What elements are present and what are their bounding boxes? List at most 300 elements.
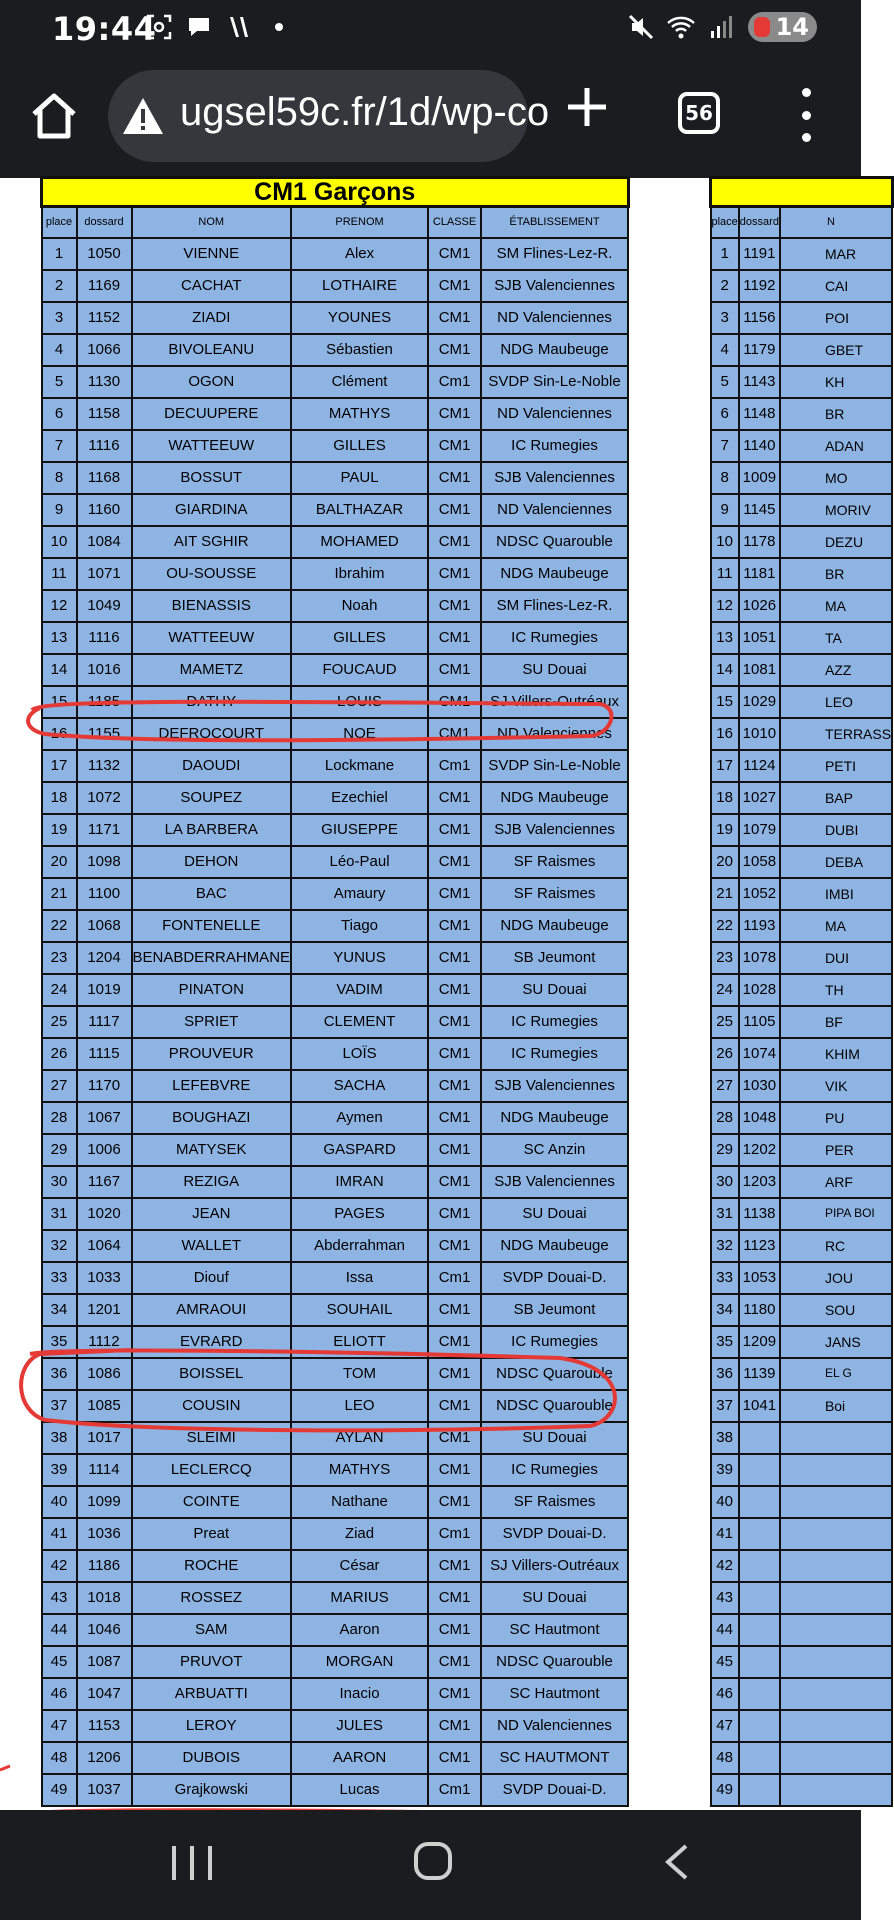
recent-apps-button[interactable]	[172, 1846, 212, 1880]
dossard-cell: 1156	[739, 302, 780, 334]
etablissement-cell: NDG Maubeuge	[481, 558, 628, 590]
nom-cell: DAOUDI	[132, 750, 292, 782]
prenom-cell: LOUIS	[291, 686, 428, 718]
place-cell: 26	[42, 1038, 77, 1070]
place-cell: 49	[42, 1774, 77, 1806]
dossard-cell	[739, 1774, 780, 1806]
dossard-cell: 1201	[77, 1294, 132, 1326]
etablissement-cell: NDSC Quarouble	[481, 1358, 628, 1390]
table-row	[711, 942, 893, 974]
table-row	[42, 1198, 629, 1230]
etablissement-cell: SC Hautmont	[481, 1678, 628, 1710]
dossard-cell: 1006	[77, 1134, 132, 1166]
dossard-cell	[739, 1678, 780, 1710]
nom-cell	[780, 1710, 892, 1742]
table-row	[711, 1422, 893, 1454]
prenom-cell: FOUCAUD	[291, 654, 428, 686]
prenom-cell: Sébastien	[291, 334, 428, 366]
dossard-cell: 1071	[77, 558, 132, 590]
classe-cell: CM1	[428, 1358, 481, 1390]
classe-cell: CM1	[428, 1294, 481, 1326]
system-navigation-bar	[0, 1810, 861, 1920]
etablissement-cell: SC HAUTMONT	[481, 1742, 628, 1774]
nom-cell: DEBA	[780, 846, 892, 878]
etablissement-cell: NDSC Quarouble	[481, 1646, 628, 1678]
results-table-second	[709, 176, 894, 1807]
nom-cell: CAI	[780, 270, 892, 302]
etablissement-cell: SVDP Sin-Le-Noble	[481, 750, 628, 782]
classe-cell: CM1	[428, 590, 481, 622]
nom-cell: GBET	[780, 334, 892, 366]
place-cell: 19	[42, 814, 77, 846]
classe-cell: CM1	[428, 1582, 481, 1614]
address-bar[interactable]	[108, 70, 550, 162]
nom-cell: REZIGA	[132, 1166, 292, 1198]
place-cell: 38	[711, 1422, 739, 1454]
table-row	[711, 1262, 893, 1294]
table-row	[42, 1678, 629, 1710]
etablissement-cell: ND Valenciennes	[481, 302, 628, 334]
prenom-cell: SOUHAIL	[291, 1294, 428, 1326]
nom-cell: EVRARD	[132, 1326, 292, 1358]
classe-cell: CM1	[428, 974, 481, 1006]
prenom-cell: Aaron	[291, 1614, 428, 1646]
table-row	[711, 1134, 893, 1166]
dossard-cell: 1052	[739, 878, 780, 910]
place-cell: 26	[711, 1038, 739, 1070]
nom-cell: GIARDINA	[132, 494, 292, 526]
menu-dot-icon	[802, 111, 811, 120]
classe-cell: CM1	[428, 1390, 481, 1422]
table-row	[711, 590, 893, 622]
place-cell: 7	[42, 430, 77, 462]
prenom-cell: JULES	[291, 1710, 428, 1742]
place-cell: 45	[711, 1646, 739, 1678]
dossard-cell: 1180	[739, 1294, 780, 1326]
place-cell: 3	[711, 302, 739, 334]
dossard-cell: 1019	[77, 974, 132, 1006]
place-cell: 4	[42, 334, 77, 366]
etablissement-cell: SJ Villers-Outréaux	[481, 1550, 628, 1582]
dossard-cell: 1160	[77, 494, 132, 526]
table-row	[42, 622, 629, 654]
place-cell: 21	[42, 878, 77, 910]
prenom-cell: PAGES	[291, 1198, 428, 1230]
table-row	[711, 782, 893, 814]
web-page-content[interactable]	[0, 178, 892, 1810]
nom-cell: LA BARBERA	[132, 814, 292, 846]
nom-cell	[780, 1742, 892, 1774]
classe-cell: CM1	[428, 846, 481, 878]
nom-cell: PETI	[780, 750, 892, 782]
dossard-cell: 1116	[77, 430, 132, 462]
back-button[interactable]	[662, 1844, 692, 1880]
prenom-cell: MARIUS	[291, 1582, 428, 1614]
etablissement-cell: NDG Maubeuge	[481, 334, 628, 366]
dossard-cell: 1078	[739, 942, 780, 974]
dossard-cell: 1084	[77, 526, 132, 558]
etablissement-cell: ND Valenciennes	[481, 494, 628, 526]
nom-cell: DATHY	[132, 686, 292, 718]
browser-menu-button[interactable]	[790, 88, 822, 142]
nom-cell	[780, 1422, 892, 1454]
mute-icon	[628, 14, 654, 40]
new-tab-button[interactable]	[562, 82, 612, 132]
place-cell: 45	[42, 1646, 77, 1678]
table-row	[42, 1262, 629, 1294]
nom-cell: MORIV	[780, 494, 892, 526]
status-time: 19:44	[52, 10, 157, 48]
place-cell: 36	[42, 1358, 77, 1390]
prenom-cell: Abderrahman	[291, 1230, 428, 1262]
classe-cell: CM1	[428, 494, 481, 526]
dossard-cell	[739, 1422, 780, 1454]
classe-cell: CM1	[428, 558, 481, 590]
nom-cell: PIPA BOI	[780, 1198, 892, 1230]
classe-cell: CM1	[428, 1038, 481, 1070]
nom-cell: BAP	[780, 782, 892, 814]
prenom-cell: Ibrahim	[291, 558, 428, 590]
table-row	[711, 654, 893, 686]
place-cell: 11	[711, 558, 739, 590]
column-header: PRENOM	[291, 207, 428, 238]
etablissement-cell: SU Douai	[481, 1198, 628, 1230]
table-row	[42, 1742, 629, 1774]
place-cell: 16	[711, 718, 739, 750]
table-row	[711, 494, 893, 526]
more-notifications-dot-icon	[266, 14, 292, 40]
dossard-cell: 1153	[77, 1710, 132, 1742]
nom-cell	[780, 1774, 892, 1806]
etablissement-cell: SVDP Sin-Le-Noble	[481, 366, 628, 398]
table-row	[711, 1486, 893, 1518]
etablissement-cell: IC Rumegies	[481, 1454, 628, 1486]
dossard-cell	[739, 1582, 780, 1614]
place-cell: 10	[42, 526, 77, 558]
column-header: NOM	[132, 207, 292, 238]
battery-indicator: 14	[748, 12, 817, 42]
dossard-cell: 1204	[77, 942, 132, 974]
nom-cell: RC	[780, 1230, 892, 1262]
dossard-cell: 1051	[739, 622, 780, 654]
classe-cell: Cm1	[428, 1262, 481, 1294]
prenom-cell: LOÏS	[291, 1038, 428, 1070]
place-cell: 23	[711, 942, 739, 974]
column-header: place	[711, 207, 739, 238]
classe-cell: CM1	[428, 1230, 481, 1262]
place-cell: 35	[42, 1326, 77, 1358]
dossard-cell: 1067	[77, 1102, 132, 1134]
table-row	[711, 398, 893, 430]
table-row	[42, 846, 629, 878]
prenom-cell: GASPARD	[291, 1134, 428, 1166]
dossard-cell: 1185	[77, 686, 132, 718]
table-row	[711, 302, 893, 334]
home-button[interactable]	[26, 88, 82, 144]
table-row	[42, 1614, 629, 1646]
classe-cell: CM1	[428, 1198, 481, 1230]
dossard-cell	[739, 1614, 780, 1646]
place-cell: 20	[42, 846, 77, 878]
place-cell: 18	[711, 782, 739, 814]
table-row	[42, 654, 629, 686]
menu-dot-icon	[802, 133, 811, 142]
etablissement-cell: SF Raismes	[481, 1486, 628, 1518]
table-row	[42, 430, 629, 462]
table-row	[42, 718, 629, 750]
place-cell: 31	[42, 1198, 77, 1230]
place-cell: 37	[42, 1390, 77, 1422]
classe-cell: CM1	[428, 718, 481, 750]
dossard-cell: 1026	[739, 590, 780, 622]
dossard-cell: 1123	[739, 1230, 780, 1262]
recents-bar-icon	[208, 1846, 212, 1880]
nom-cell: BR	[780, 558, 892, 590]
table-row	[42, 494, 629, 526]
dossard-cell: 1124	[739, 750, 780, 782]
table-row	[711, 1390, 893, 1422]
place-cell: 10	[711, 526, 739, 558]
table-row	[711, 238, 893, 270]
dossard-cell: 1020	[77, 1198, 132, 1230]
place-cell: 12	[711, 590, 739, 622]
table-row	[42, 1006, 629, 1038]
place-cell: 40	[711, 1486, 739, 1518]
etablissement-cell: NDG Maubeuge	[481, 910, 628, 942]
classe-cell: CM1	[428, 1006, 481, 1038]
dossard-cell: 1079	[739, 814, 780, 846]
dossard-cell: 1036	[77, 1518, 132, 1550]
prenom-cell: GILLES	[291, 430, 428, 462]
dossard-cell: 1155	[77, 718, 132, 750]
prenom-cell: MATHYS	[291, 398, 428, 430]
table-row	[711, 1358, 893, 1390]
place-cell: 5	[42, 366, 77, 398]
nom-cell: IMBI	[780, 878, 892, 910]
dossard-cell: 1086	[77, 1358, 132, 1390]
dossard-cell	[739, 1486, 780, 1518]
etablissement-cell: IC Rumegies	[481, 1326, 628, 1358]
prenom-cell: LEO	[291, 1390, 428, 1422]
tab-switcher-button[interactable]: 56	[678, 92, 720, 134]
prenom-cell: Inacio	[291, 1678, 428, 1710]
status-bar	[0, 0, 861, 58]
red-pen-mark	[0, 1766, 10, 1770]
etablissement-cell: SJB Valenciennes	[481, 462, 628, 494]
dossard-cell: 1058	[739, 846, 780, 878]
dossard-cell: 1041	[739, 1390, 780, 1422]
nom-cell: COUSIN	[132, 1390, 292, 1422]
table-row	[42, 1134, 629, 1166]
etablissement-cell: NDG Maubeuge	[481, 1102, 628, 1134]
place-cell: 1	[711, 238, 739, 270]
place-cell: 47	[42, 1710, 77, 1742]
place-cell: 2	[711, 270, 739, 302]
nom-cell: MATYSEK	[132, 1134, 292, 1166]
place-cell: 35	[711, 1326, 739, 1358]
nom-cell: DUBOIS	[132, 1742, 292, 1774]
dossard-cell: 1158	[77, 398, 132, 430]
table-row	[711, 1710, 893, 1742]
nom-cell: KHIM	[780, 1038, 892, 1070]
etablissement-cell: IC Rumegies	[481, 1038, 628, 1070]
prenom-cell: TOM	[291, 1358, 428, 1390]
nom-cell: ROCHE	[132, 1550, 292, 1582]
table-row	[711, 558, 893, 590]
place-cell: 49	[711, 1774, 739, 1806]
place-cell: 29	[42, 1134, 77, 1166]
etablissement-cell: ND Valenciennes	[481, 1710, 628, 1742]
place-cell: 30	[711, 1166, 739, 1198]
table-title-row	[711, 178, 893, 207]
dossard-cell: 1206	[77, 1742, 132, 1774]
recents-bar-icon	[190, 1846, 194, 1880]
prenom-cell: Ezechiel	[291, 782, 428, 814]
etablissement-cell: NDSC Quarouble	[481, 1390, 628, 1422]
nom-cell: MA	[780, 910, 892, 942]
place-cell: 32	[42, 1230, 77, 1262]
dossard-cell: 1064	[77, 1230, 132, 1262]
nom-cell: BOISSEL	[132, 1358, 292, 1390]
table-row	[711, 878, 893, 910]
place-cell: 24	[711, 974, 739, 1006]
prenom-cell: César	[291, 1550, 428, 1582]
table-row	[711, 1006, 893, 1038]
dossard-cell: 1033	[77, 1262, 132, 1294]
table-row	[42, 1326, 629, 1358]
dossard-cell: 1018	[77, 1582, 132, 1614]
nom-cell: PROUVEUR	[132, 1038, 292, 1070]
classe-cell: CM1	[428, 686, 481, 718]
table-row	[42, 1582, 629, 1614]
table-row	[711, 1454, 893, 1486]
results-table-cm1-garcons	[40, 176, 630, 1807]
table-row	[711, 1646, 893, 1678]
prenom-cell: Nathane	[291, 1486, 428, 1518]
etablissement-cell: SU Douai	[481, 1422, 628, 1454]
dossard-cell: 1085	[77, 1390, 132, 1422]
classe-cell: CM1	[428, 1134, 481, 1166]
table-row	[42, 1518, 629, 1550]
nom-cell: BIENASSIS	[132, 590, 292, 622]
place-cell: 17	[42, 750, 77, 782]
nom-cell	[780, 1678, 892, 1710]
place-cell: 32	[711, 1230, 739, 1262]
place-cell: 39	[711, 1454, 739, 1486]
place-cell: 22	[711, 910, 739, 942]
table-row	[711, 430, 893, 462]
dossard-cell: 1202	[739, 1134, 780, 1166]
place-cell: 9	[711, 494, 739, 526]
classe-cell: CM1	[428, 1614, 481, 1646]
place-cell: 8	[711, 462, 739, 494]
nom-cell: VIENNE	[132, 238, 292, 270]
nom-cell: LEFEBVRE	[132, 1070, 292, 1102]
place-cell: 21	[711, 878, 739, 910]
etablissement-cell: SVDP Douai-D.	[481, 1262, 628, 1294]
classe-cell: Cm1	[428, 750, 481, 782]
dossard-cell: 1037	[77, 1774, 132, 1806]
table-row	[711, 846, 893, 878]
dossard-cell: 1072	[77, 782, 132, 814]
nom-cell: SAM	[132, 1614, 292, 1646]
table-title: CM1 Garçons	[42, 178, 629, 207]
place-cell: 36	[711, 1358, 739, 1390]
not-secure-warning-icon	[122, 96, 164, 136]
classe-cell: CM1	[428, 1166, 481, 1198]
dossard-cell: 1130	[77, 366, 132, 398]
table-header-row	[42, 207, 629, 238]
table-row	[42, 398, 629, 430]
dossard-cell	[739, 1742, 780, 1774]
table-row	[711, 270, 893, 302]
classe-cell: CM1	[428, 1742, 481, 1774]
dossard-cell	[739, 1550, 780, 1582]
dossard-cell: 1046	[77, 1614, 132, 1646]
dossard-cell: 1030	[739, 1070, 780, 1102]
nav-home-button[interactable]	[414, 1842, 452, 1880]
place-cell: 12	[42, 590, 77, 622]
nom-cell	[780, 1614, 892, 1646]
etablissement-cell: SC Anzin	[481, 1134, 628, 1166]
place-cell: 43	[42, 1582, 77, 1614]
etablissement-cell: NDSC Quarouble	[481, 526, 628, 558]
nom-cell	[780, 1518, 892, 1550]
dossard-cell: 1017	[77, 1422, 132, 1454]
classe-cell: CM1	[428, 1486, 481, 1518]
place-cell: 33	[711, 1262, 739, 1294]
classe-cell: CM1	[428, 654, 481, 686]
classe-cell: Cm1	[428, 1518, 481, 1550]
nom-cell: PINATON	[132, 974, 292, 1006]
nom-cell: OGON	[132, 366, 292, 398]
table-row	[711, 1230, 893, 1262]
table-row	[42, 686, 629, 718]
classe-cell: CM1	[428, 622, 481, 654]
table-row	[711, 750, 893, 782]
dossard-cell: 1016	[77, 654, 132, 686]
place-cell: 9	[42, 494, 77, 526]
nom-cell: PU	[780, 1102, 892, 1134]
nom-cell: BIVOLEANU	[132, 334, 292, 366]
place-cell: 33	[42, 1262, 77, 1294]
dossard-cell: 1074	[739, 1038, 780, 1070]
table-row	[711, 1294, 893, 1326]
dossard-cell: 1170	[77, 1070, 132, 1102]
nom-cell: TH	[780, 974, 892, 1006]
nom-cell: LECLERCQ	[132, 1454, 292, 1486]
table-row	[42, 1710, 629, 1742]
dossard-cell: 1115	[77, 1038, 132, 1070]
dossard-cell: 1100	[77, 878, 132, 910]
dossard-cell: 1171	[77, 814, 132, 846]
classe-cell: CM1	[428, 1454, 481, 1486]
nom-cell: DUBI	[780, 814, 892, 846]
prenom-cell: LOTHAIRE	[291, 270, 428, 302]
nom-cell: MAR	[780, 238, 892, 270]
table-row	[711, 1678, 893, 1710]
nom-cell: LEO	[780, 686, 892, 718]
classe-cell: CM1	[428, 430, 481, 462]
table-row	[711, 1550, 893, 1582]
dossard-cell	[739, 1646, 780, 1678]
place-cell: 30	[42, 1166, 77, 1198]
wifi-icon	[668, 14, 694, 40]
place-cell: 5	[711, 366, 739, 398]
dossard-cell: 1152	[77, 302, 132, 334]
etablissement-cell: IC Rumegies	[481, 430, 628, 462]
table-row	[42, 782, 629, 814]
